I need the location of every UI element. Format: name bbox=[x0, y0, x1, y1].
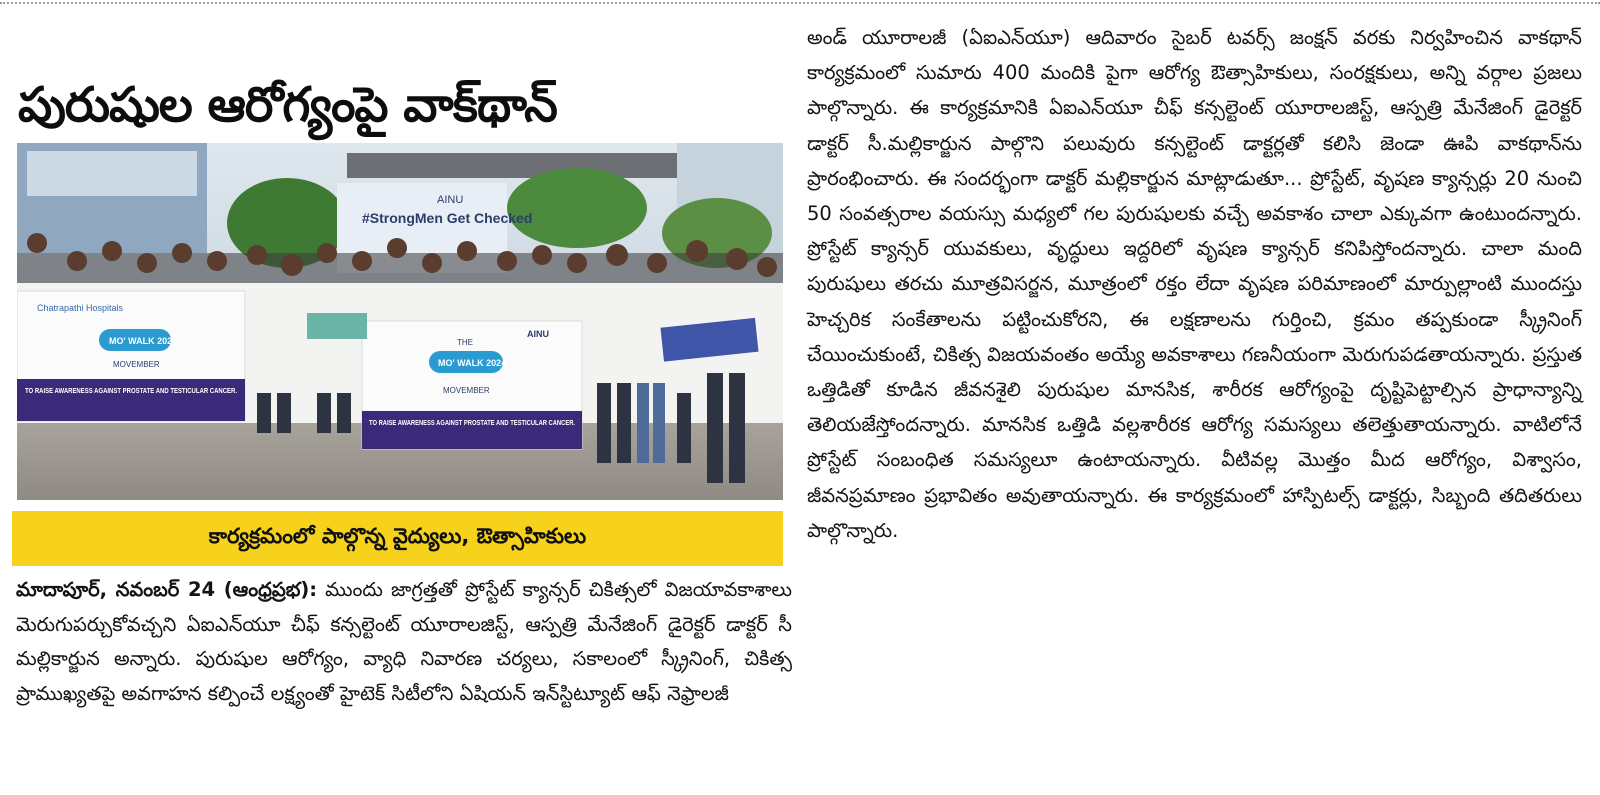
placard-green bbox=[307, 313, 367, 339]
banner-right bbox=[362, 321, 582, 449]
event-photo bbox=[17, 143, 783, 500]
photo-caption: కార్యక్రమంలో పాల్గొన్న వైద్యులు, ఔత్సాహికులు bbox=[208, 523, 587, 548]
article-text-right: అండ్ యూరాలజీ (ఏఐఎన్‌యూ) ఆదివారం సైబర్ టవర్స్ జంక్షన్ వరకు నిర్వహించిన వాకథాన్ కార్యక్రమంలో సుమారు 400 మందికి పైగా ఆరోగ్య ఔత్సాహికులు, సంరక్షకులు, అన్ని వర్గాల ప్రజలు పాల్గొన్నారు. ఈ కార్యక్రమానికి ఏఐఎన్‌యూ చీఫ్ కన్సల్టెంట్ యూరాలజిస్ట్, ఆస్పత్రి మేనేజింగ్ డైరెక్టర్ డాక్టర్ సీ.మల్లికార్జున పాల్గొని పలువురు కన్సల్టెంట్ డాక్టర్లతో కలిసి జెండా ఊపి వాకథాన్‌ను ప్రారంభించారు. ఈ సందర్భంగా డాక్టర్ మల్లికార్జున మాట్లాడుతూ... ప్రోస్టేట్, వృషణ క్యాన్సర్లు 20 నుంచి 50 సంవత్సరాల వయస్సు మధ్యలో గల పురుషులకు వచ్చే అవకాశం చాలా ఎక్కువగా ఉంటుందన్నారు. ప్రోస్టేట్ క్యాన్సర్ యువకులు, వృద్ధులు ఇద్దరిలో వృషణ క్యాన్సర్ కనిపిస్తోందన్నారు. చాలా మంది పురుషులు తరచు మూత్రవిసర్జన, మూత్రంలో రక్తం లేదా వృషణ పరిమాణంలో మార్పుల్లాంటి ముందస్తు హెచ్చరిక సంకేతాలను పట్టించుకోరని, ఈ లక్షణాలను గుర్తించి, క్రమం తప్పకుండా స్క్రీనింగ్ చేయించుకుంటే, చికిత్స విజయవంతం అయ్యే అవకాశాలు గణనీయంగా మెరుగుపడతాయన్నారు. ప్రస్తుత ఒత్తిడితో కూడిన జీవనశైలి పురుషుల మానసిక, శారీరక ఆరోగ్యంపై దృష్టిపెట్టాల్సిన ప్రాధాన్యాన్ని తెలియజేస్తోందన్నారు. మానసిక ఒత్తిడి వల్లశారీరక ఆరోగ్య సమస్యలు తలెత్తుతాయన్నారు. వాటిలోనే ప్రోస్టేట్ సంబంధిత సమస్యలూ ఉంటాయన్నారు. వీటివల్ల మొత్తం మీద ఆరోగ్యం, విశ్వాసం, జీవనప్రమాణం ప్రభావితం అవుతాయన్నారు. ఈ కార్యక్రమంలో హాస్పిటల్స్ డాక్టర్లు, సిబ్బంది తదితరులు పాల్గొన్నారు. bbox=[807, 26, 1582, 542]
backdrop-logo: AINU bbox=[437, 194, 464, 206]
banner-left bbox=[17, 291, 245, 421]
dateline: మాదాపూర్, నవంబర్ 24 (ఆంధ్రప్రభ): bbox=[16, 578, 318, 601]
banner-left-subpill: MOVEMBER bbox=[113, 360, 160, 369]
article-paragraph-left bbox=[16, 573, 792, 711]
group-photo-icon bbox=[17, 143, 783, 500]
article-column-left bbox=[16, 573, 792, 711]
banner-left-logo: Chatrapathi Hospitals bbox=[37, 303, 124, 313]
banner-right-strip bbox=[362, 411, 582, 449]
headline: పురుషుల ఆరోగ్యంపై వాక్‌థాన్ bbox=[18, 77, 557, 134]
banner-left-strip-text: TO RAISE AWARENESS AGAINST PROSTATE AND TESTICULAR CANCER. bbox=[25, 386, 237, 395]
banner-right-pill-top: THE bbox=[457, 338, 473, 347]
banner-right-logo: AINU bbox=[527, 329, 549, 339]
article-column-right bbox=[807, 20, 1582, 548]
photo-caption-band bbox=[12, 511, 783, 566]
banner-right-subpill: MOVEMBER bbox=[443, 386, 490, 395]
banner-right-pill-text: MO' WALK 2024 bbox=[438, 358, 507, 368]
backdrop-text: #StrongMen Get Checked bbox=[362, 210, 533, 226]
canopy bbox=[347, 153, 727, 178]
top-dotted-rule bbox=[0, 2, 1600, 4]
banner-left-pill-text: MO' WALK 2024 bbox=[109, 336, 178, 346]
article-text-left: ముందు జాగ్రత్తతో ప్రోస్టేట్ క్యాన్సర్ చికిత్సలో విజయావకాశాలు మెరుగుపర్చుకోవచ్చని ఏఐఎన్‌యూ చీఫ్ కన్సల్టెంట్ యూరాలజిస్ట్, ఆస్పత్రి మేనేజింగ్ డైరెక్టర్ డాక్టర్ సీ మల్లికార్జున అన్నారు. పురుషుల ఆరోగ్యం, వ్యాధి నివారణ చర్యలు, సకాలంలో స్క్రీనింగ్, చికిత్స ప్రాముఖ్యతపై అవగాహన కల్పించే లక్ష్యంతో హైటెక్ సిటీలోని ఏషియన్ ఇన్‌స్టిట్యూట్ ఆఫ్ నెఫ్రాలజీ bbox=[16, 578, 792, 705]
banner-right-strip-text: TO RAISE AWARENESS AGAINST PROSTATE AND TESTICULAR CANCER. bbox=[369, 418, 575, 427]
